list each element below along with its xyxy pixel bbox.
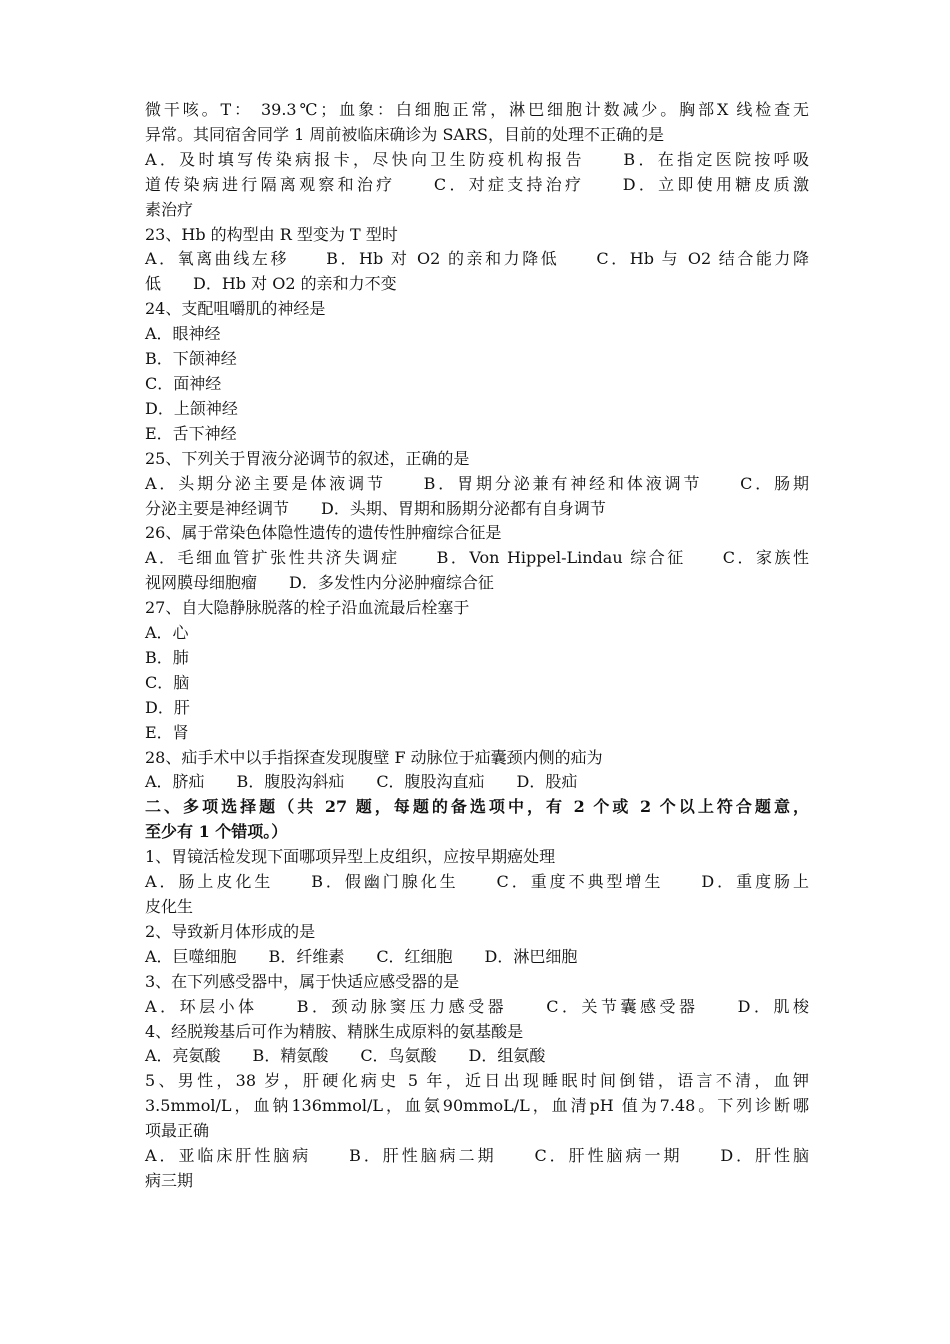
text-line: 分泌主要是神经调节 D．头期、胃期和肠期分泌都有自身调节 bbox=[145, 498, 606, 518]
text-line: 3.5mmol/L，血钠136mmol/L，血氨90mmoL/L，血清pH 值为7.48。下列诊断哪 bbox=[145, 1096, 809, 1116]
text-line: 项最正确 bbox=[145, 1121, 210, 1141]
text-line: 病三期 bbox=[145, 1170, 194, 1190]
text-line: 28、疝手术中以手指探查发现腹壁 F 动脉位于疝囊颈内侧的疝为 bbox=[145, 747, 603, 767]
text-line: 低 D．Hb 对 O2 的亲和力不变 bbox=[145, 274, 397, 294]
text-line: 4、经脱羧基后可作为精胺、精脒生成原料的氨基酸是 bbox=[145, 1021, 524, 1041]
text-line: 23、Hb 的构型由 R 型变为 T 型时 bbox=[145, 224, 398, 244]
text-line: A．氧离曲线左移 B．Hb 对 O2 的亲和力降低 C．Hb 与 O2 结合能力降 bbox=[145, 249, 809, 269]
text-line: E．舌下神经 bbox=[145, 423, 237, 443]
text-line: A．亮氨酸 B．精氨酸 C．鸟氨酸 D．组氨酸 bbox=[145, 1046, 546, 1066]
text-line: 道传染病进行隔离观察和治疗 C．对症支持治疗 D．立即使用糖皮质激 bbox=[145, 174, 809, 194]
text-line: 5、男性，38 岁，肝硬化病史 5 年，近日出现睡眠时间倒错，语言不清，血钾 bbox=[145, 1071, 809, 1091]
text-line: 2、导致新月体形成的是 bbox=[145, 921, 316, 941]
text-line: 皮化生 bbox=[145, 897, 194, 916]
text-line: A．亚临床肝性脑病 B．肝性脑病二期 C．肝性脑病一期 D．肝性脑 bbox=[145, 1146, 809, 1166]
text-line: B．肺 bbox=[145, 647, 189, 667]
text-line: A．眼神经 bbox=[145, 324, 221, 344]
text-line: D．肝 bbox=[145, 697, 190, 717]
text-line: 至少有 1 个错项。） bbox=[145, 822, 288, 842]
text-line: B．下颌神经 bbox=[145, 349, 237, 369]
text-line: A．心 bbox=[145, 623, 189, 643]
text-line: 1、胃镜活检发现下面哪项异型上皮组织，应按早期癌处理 bbox=[145, 847, 556, 867]
text-line: 24、支配咀嚼肌的神经是 bbox=[145, 299, 326, 319]
text-line: D．上颌神经 bbox=[145, 398, 238, 418]
text-line: 3、在下列感受器中，属于快适应感受器的是 bbox=[145, 971, 460, 991]
text-line: 素治疗 bbox=[145, 199, 194, 219]
text-line: C．脑 bbox=[145, 672, 190, 692]
text-line: 微干咳。T： 39.3℃；血象：白细胞正常，淋巴细胞计数减少。胸部X 线检查无 bbox=[145, 100, 809, 119]
text-line: 25、下列关于胃液分泌调节的叙述，正确的是 bbox=[145, 448, 470, 468]
text-line: C．面神经 bbox=[145, 373, 222, 393]
text-line: A．脐疝 B．腹股沟斜疝 C．腹股沟直疝 D．股疝 bbox=[145, 772, 578, 792]
text-line: A．毛细血管扩张性共济失调症 B．Von Hippel-Lindau 综合征 C．家族性 bbox=[145, 548, 809, 568]
text-line: E．肾 bbox=[145, 722, 189, 742]
text-line: A．环层小体 B．颈动脉窦压力感受器 C．关节囊感受器 D．肌梭 bbox=[145, 996, 809, 1016]
text-line: A．巨噬细胞 B．纤维素 C．红细胞 D．淋巴细胞 bbox=[145, 946, 578, 966]
text-line: A．及时填写传染病报卡，尽快向卫生防疫机构报告 B．在指定医院按呼吸 bbox=[145, 149, 809, 169]
text-line: 视网膜母细胞瘤 D．多发性内分泌肿瘤综合征 bbox=[145, 573, 494, 593]
document-page bbox=[145, 98, 809, 1194]
text-line: 27、自大隐静脉脱落的栓子沿血流最后栓塞于 bbox=[145, 598, 470, 618]
text-line: A．头期分泌主要是体液调节 B．胃期分泌兼有神经和体液调节 C．肠期 bbox=[145, 473, 809, 493]
text-line: A．肠上皮化生 B．假幽门腺化生 C．重度不典型增生 D．重度肠上 bbox=[145, 872, 809, 892]
text-line: 二、多项选择题（共 27 题，每题的备选项中，有 2 个或 2 个以上符合题意， bbox=[145, 797, 809, 817]
text-line: 26、属于常染色体隐性遗传的遗传性肿瘤综合征是 bbox=[145, 523, 502, 543]
text-line: 异常。其同宿舍同学 1 周前被临床确诊为 SARS，目前的处理不正确的是 bbox=[145, 124, 664, 144]
